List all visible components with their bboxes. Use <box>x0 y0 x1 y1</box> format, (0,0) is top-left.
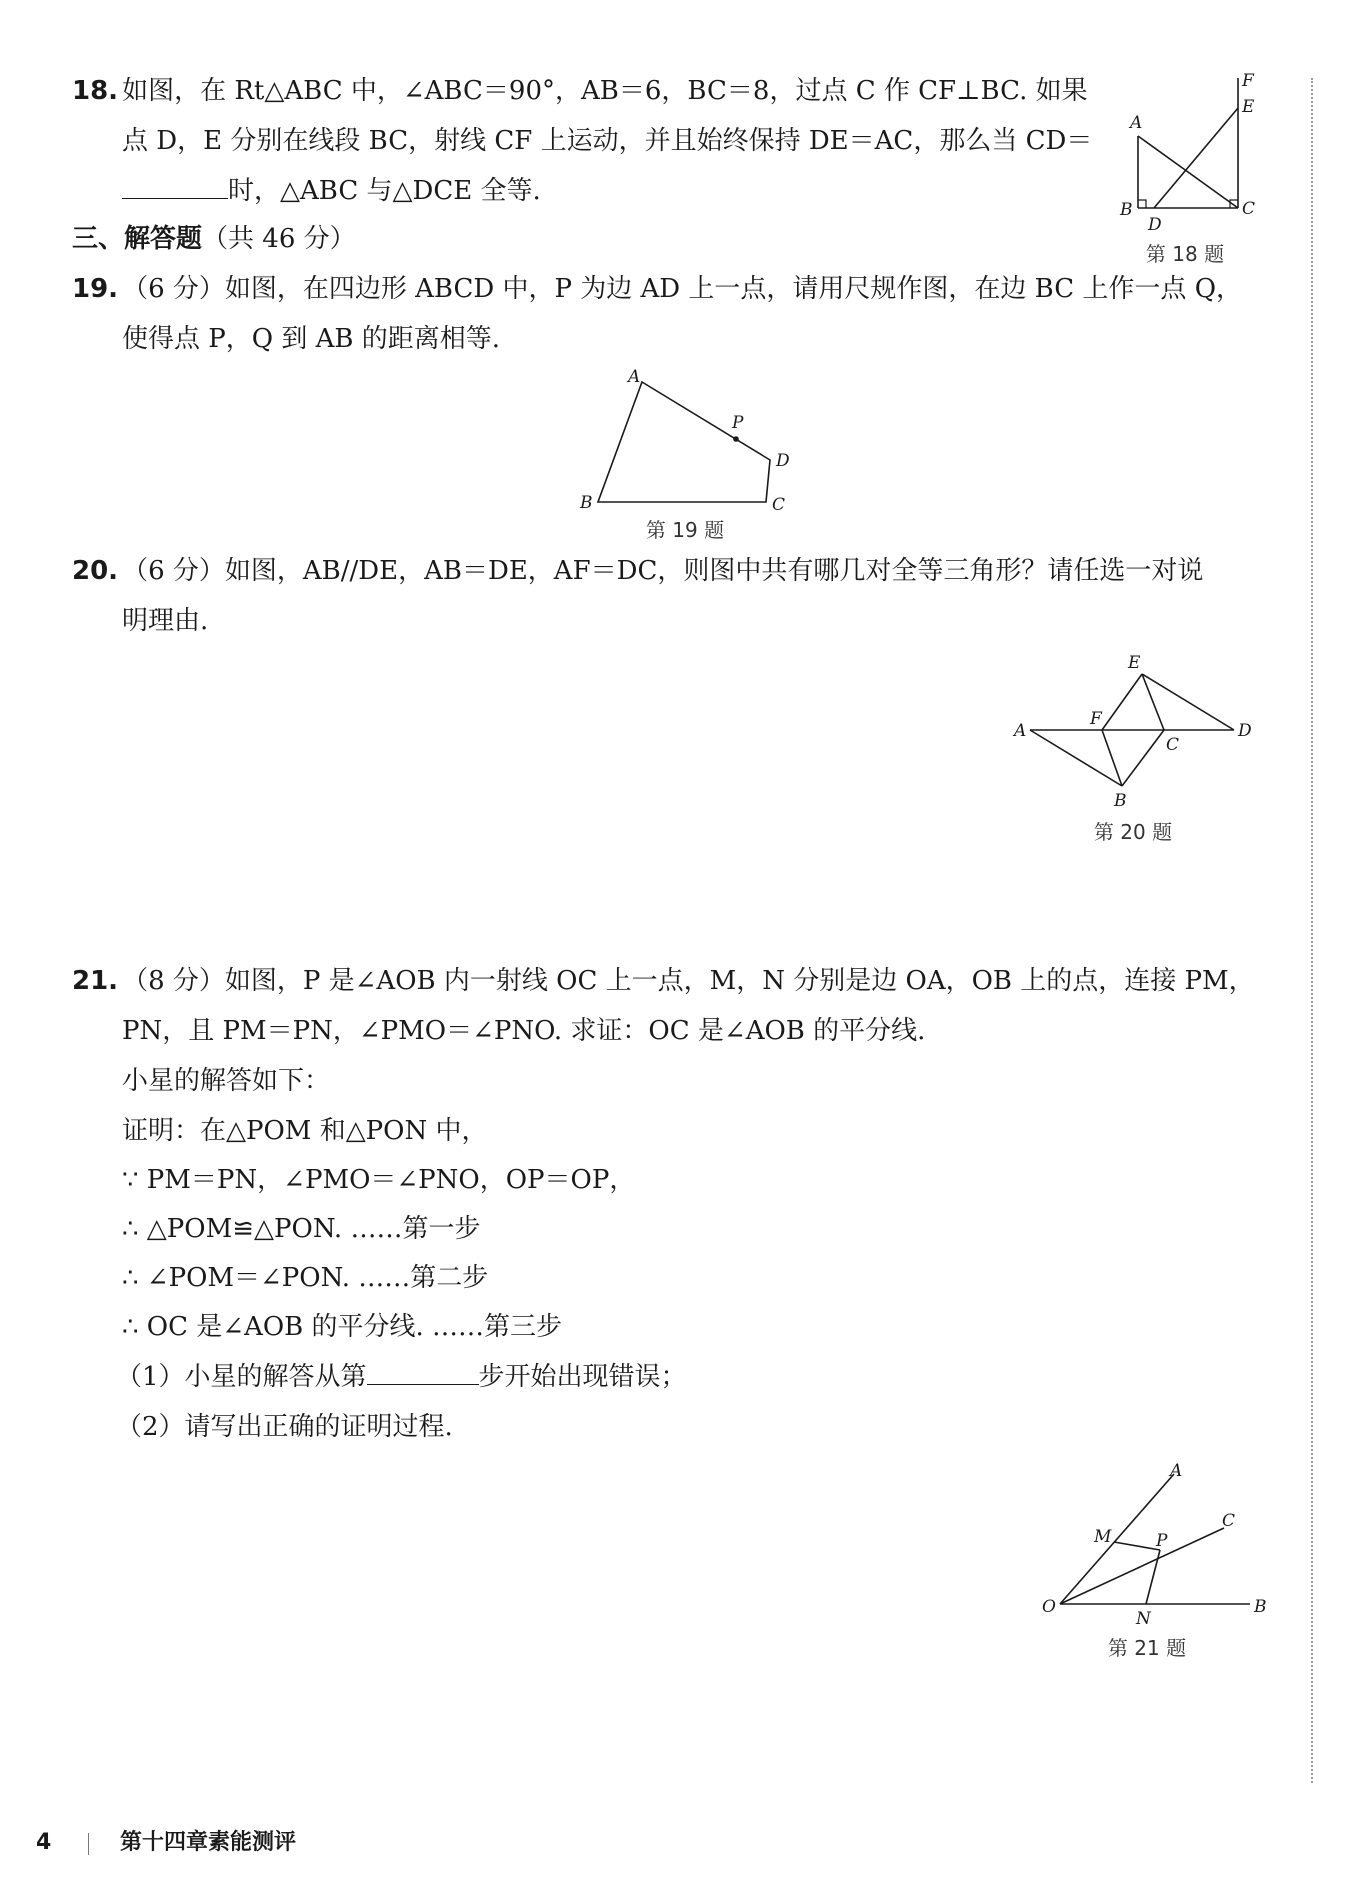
q18-label-d: D <box>1148 215 1162 232</box>
q19-label-d: D <box>776 451 790 471</box>
q18-label-b: B <box>1120 200 1133 220</box>
q21-line-5: ∵ PM＝PN，∠PMO＝∠PNO，OP＝OP， <box>122 1165 636 1195</box>
q19-label-c: C <box>772 495 786 515</box>
q19-label-a: A <box>628 368 641 387</box>
footer-divider <box>88 1833 89 1855</box>
q19-label-p: P <box>732 413 744 433</box>
q21-line-4: 证明：在△POM 和△PON 中， <box>122 1116 488 1146</box>
q20-caption: 第 20 题 <box>1093 820 1173 844</box>
q18-number: 18. <box>72 76 119 106</box>
q21-label-a: A <box>1170 1461 1183 1481</box>
q18-figure <box>1110 72 1270 232</box>
q21-line-7: ∴ ∠POM＝∠PON. ……第二步 <box>122 1263 489 1293</box>
q21-label-m: M <box>1094 1527 1112 1547</box>
q20-line-2: 明理由. <box>122 606 209 636</box>
q21-line-8: ∴ OC 是∠AOB 的平分线. ……第三步 <box>122 1312 563 1342</box>
q21-label-b: B <box>1254 1597 1267 1617</box>
q21-caption: 第 21 题 <box>1107 1636 1187 1660</box>
q19-figure <box>570 368 810 518</box>
q20-label-c: C <box>1166 735 1180 755</box>
q19-line-2: 使得点 P，Q 到 AB 的距离相等. <box>122 324 501 354</box>
q18-answer-blank[interactable] <box>122 174 228 199</box>
q21-label-o: O <box>1042 1597 1056 1617</box>
q21-figure <box>1034 1460 1274 1630</box>
q21-label-n: N <box>1136 1609 1151 1629</box>
page-number: 4 <box>36 1830 52 1855</box>
q19-number: 19. <box>72 274 119 304</box>
q21-answer-blank[interactable] <box>367 1360 479 1385</box>
q20-number: 20. <box>72 556 119 586</box>
q18-line-3: 时，△ABC 与△DCE 全等. <box>122 174 541 208</box>
q18-line-1: 18. 如图，在 Rt△ABC 中，∠ABC＝90°，AB＝6，BC＝8，过点 C 作 CF⊥BC. 如果 <box>72 76 1088 106</box>
q21-label-c: C <box>1222 1511 1236 1531</box>
q18-caption: 第 18 题 <box>1145 242 1225 266</box>
q21-line-2: PN，且 PM＝PN，∠PMO＝∠PNO. 求证：OC 是∠AOB 的平分线. <box>122 1016 926 1046</box>
q19-label-b: B <box>580 493 593 513</box>
q21-line-6: ∴ △POM≌△PON. ……第一步 <box>122 1214 481 1244</box>
q20-line-1: 20. （6 分）如图，AB//DE，AB＝DE，AF＝DC，则图中共有哪几对全等三角形？请任选一对说 <box>72 556 1204 586</box>
q20-label-a: A <box>1014 721 1027 741</box>
q21-line-1: 21. （8 分）如图，P 是∠AOB 内一射线 OC 上一点，M，N 分别是边 OA，OB 上的点，连接 PM， <box>72 966 1255 996</box>
q18-label-f: F <box>1242 72 1254 91</box>
q18-label-c: C <box>1242 199 1256 219</box>
q19-line-1: 19. （6 分）如图，在四边形 ABCD 中，P 为边 AD 上一点，请用尺规作图，在边 BC 上作一点 Q， <box>72 274 1243 304</box>
q21-label-p: P <box>1156 1531 1168 1551</box>
section-3-heading: 三、解答题（共 46 分） <box>72 224 356 254</box>
q21-sub-2: （2）请写出正确的证明过程. <box>116 1412 453 1442</box>
q19-caption: 第 19 题 <box>645 518 725 542</box>
q20-label-b: B <box>1114 791 1127 811</box>
q20-label-e: E <box>1128 653 1141 673</box>
q20-figure <box>1010 650 1260 820</box>
q21-number: 21. <box>72 966 119 996</box>
chapter-title: 第十四章素能测评 <box>120 1830 297 1855</box>
q21-line-3: 小星的解答如下： <box>122 1066 331 1096</box>
q18-label-a: A <box>1130 113 1143 133</box>
q21-sub-1: （1）小星的解答从第 步开始出现错误； <box>116 1362 687 1392</box>
q18-line-2: 点 D，E 分别在线段 BC，射线 CF 上运动，并且始终保持 DE＝AC，那么当 CD＝ <box>122 126 1093 156</box>
binding-margin-line <box>1311 78 1313 1783</box>
q20-label-d: D <box>1238 721 1252 741</box>
q18-label-e: E <box>1242 97 1255 117</box>
q20-label-f: F <box>1090 709 1102 729</box>
